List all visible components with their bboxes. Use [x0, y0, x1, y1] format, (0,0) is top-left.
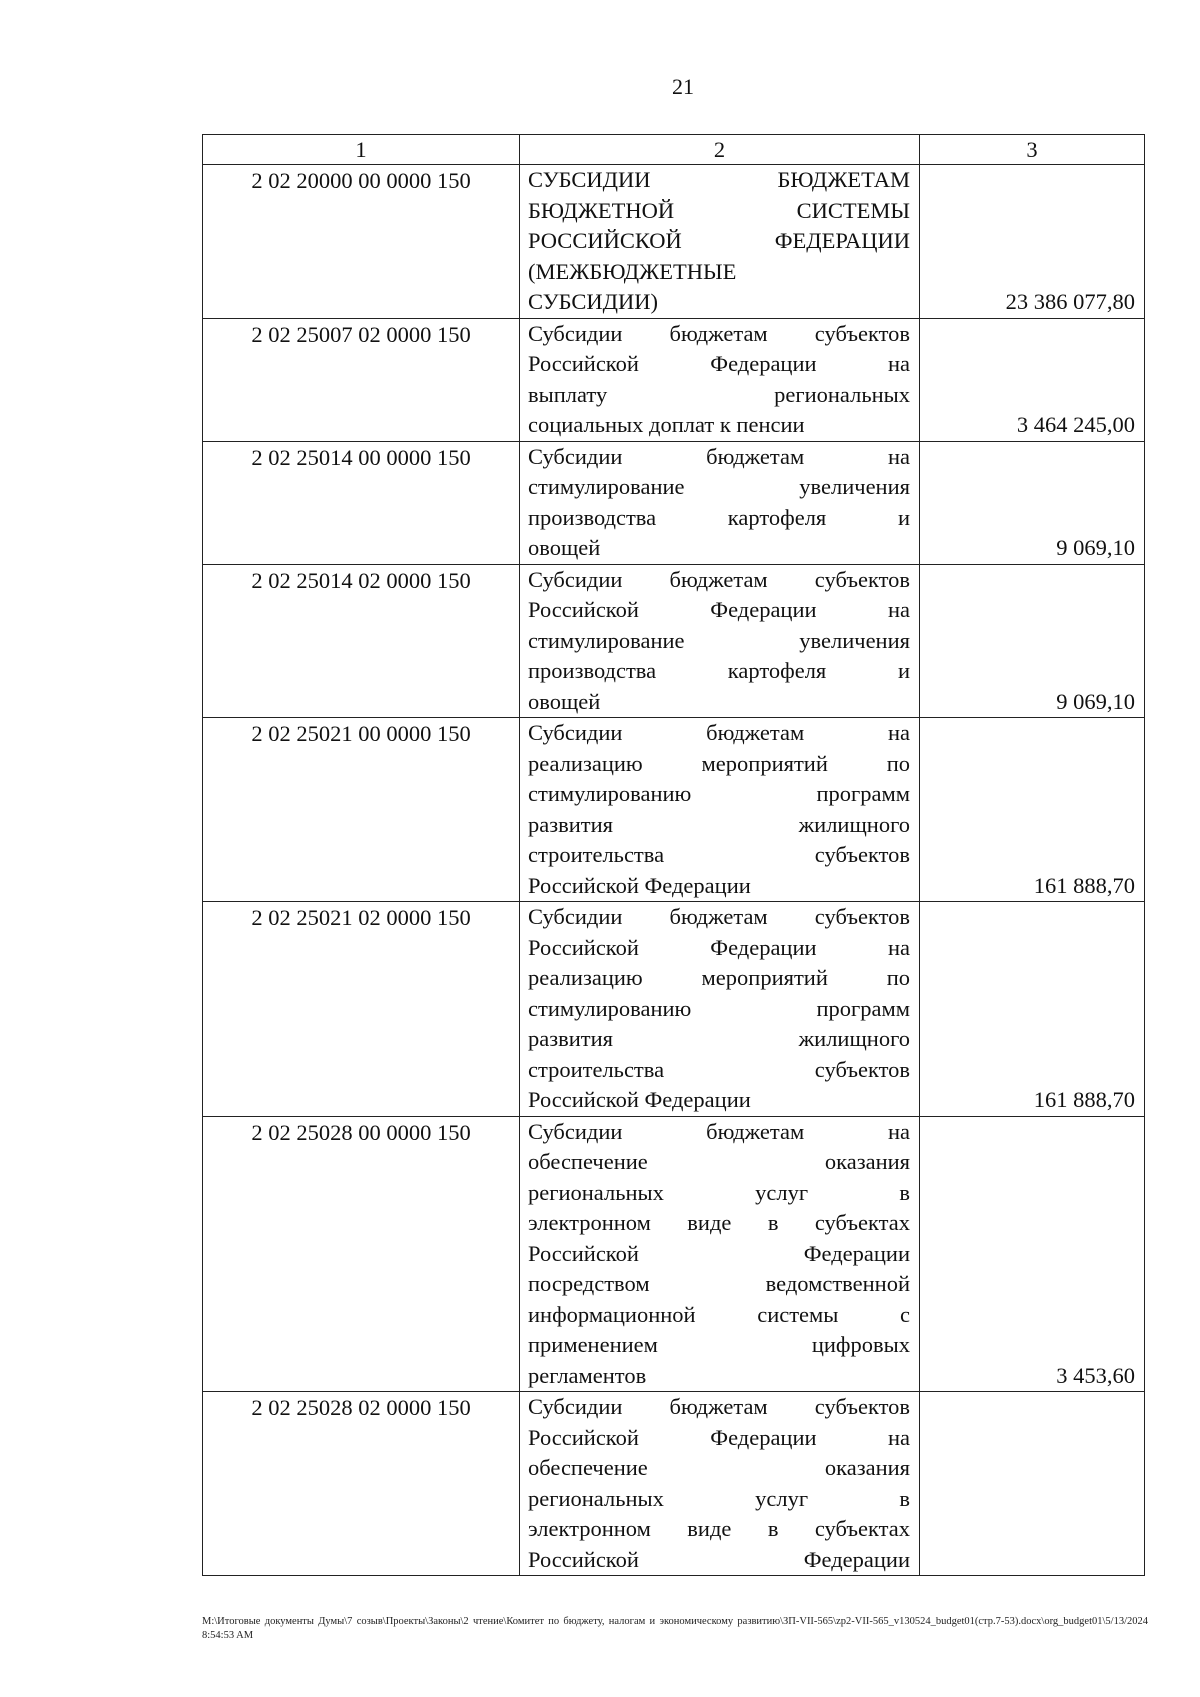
revenue-name-line: Субсидии бюджетам на: [528, 443, 910, 469]
revenue-name-line: овощей: [528, 535, 601, 560]
revenue-name: [520, 165, 920, 319]
amount: 161 888,70: [920, 902, 1145, 1117]
revenue-name: [520, 902, 920, 1117]
table-row: [203, 564, 1145, 718]
budget-code: 2 02 25021 02 0000 150: [203, 902, 520, 1117]
revenue-name-line: стимулирование увеличения: [528, 474, 910, 499]
revenue-name-line: строительства субъектов: [528, 1056, 910, 1082]
revenue-name: [520, 564, 920, 718]
revenue-name-line: Российской Федерации на: [528, 351, 910, 376]
revenue-name-line: Российской Федерации на: [528, 1424, 910, 1450]
table-row: [203, 318, 1145, 441]
revenue-name-line: Российской Федерации на: [528, 934, 910, 960]
revenue-name-line: региональных услуг в: [528, 1179, 910, 1205]
revenue-name-line: строительства субъектов: [528, 842, 910, 867]
revenue-name-line: овощей: [528, 688, 601, 714]
budget-code: 2 02 20000 00 0000 150: [203, 165, 520, 319]
amount: 3 453,60: [920, 1116, 1145, 1392]
amount: 3 464 245,00: [920, 318, 1145, 441]
revenue-name-line: БЮДЖЕТНОЙ СИСТЕМЫ: [528, 197, 910, 223]
revenue-name-line: применением цифровых: [528, 1332, 910, 1357]
revenue-name-line: Субсидии бюджетам на: [528, 720, 910, 745]
revenue-name-line: обеспечение оказания: [528, 1455, 910, 1480]
revenue-name-line: электронном виде в субъектах: [528, 1210, 910, 1235]
table-row: [203, 718, 1145, 902]
table-row: [203, 441, 1145, 564]
revenue-name-line: стимулированию программ: [528, 995, 910, 1021]
budget-code: 2 02 25028 00 0000 150: [203, 1116, 520, 1392]
amount: [920, 1392, 1145, 1576]
revenue-name-line: СУБСИДИИ БЮДЖЕТАМ: [528, 167, 910, 192]
revenue-name-line: социальных доплат к пенсии: [528, 412, 805, 437]
revenue-name-line: реализацию мероприятий по: [528, 750, 910, 776]
column-header-name: 2: [520, 135, 920, 165]
revenue-name-line: Российской Федерации на: [528, 597, 910, 622]
revenue-name-line: Российской Федерации: [528, 1240, 910, 1266]
budget-code: 2 02 25014 00 0000 150: [203, 441, 520, 564]
revenue-name-line: развития жилищного: [528, 1026, 910, 1051]
revenue-name-line: развития жилищного: [528, 811, 910, 837]
revenue-name-line: обеспечение оказания: [528, 1149, 910, 1174]
revenue-name-line: регламентов: [528, 1362, 647, 1388]
revenue-name-line: производства картофеля и: [528, 504, 910, 530]
table-row: [203, 165, 1145, 319]
revenue-name: [520, 1116, 920, 1392]
budget-code: 2 02 25028 02 0000 150: [203, 1392, 520, 1576]
revenue-name-line: Российской Федерации: [528, 1546, 910, 1572]
revenue-name-line: (МЕЖБЮДЖЕТНЫЕ: [528, 258, 737, 284]
revenue-name-line: электронном виде в субъектах: [528, 1516, 910, 1541]
budget-code: 2 02 25014 02 0000 150: [203, 564, 520, 718]
column-header-code: 1: [203, 135, 520, 165]
revenue-name-line: посредством ведомственной: [528, 1271, 910, 1296]
revenue-name-line: Субсидии бюджетам на: [528, 1118, 910, 1144]
revenue-name-line: Субсидии бюджетам субъектов: [528, 566, 910, 592]
revenue-name: [520, 318, 920, 441]
budget-code: 2 02 25021 00 0000 150: [203, 718, 520, 902]
revenue-name-line: реализацию мероприятий по: [528, 965, 910, 990]
table-body: [203, 165, 1145, 1576]
table-row: [203, 902, 1145, 1117]
revenue-name-line: Субсидии бюджетам субъектов: [528, 320, 910, 346]
revenue-name-line: РОССИЙСКОЙ ФЕДЕРАЦИИ: [528, 228, 910, 253]
revenue-name-line: информационной системы с: [528, 1301, 910, 1327]
revenue-name-line: производства картофеля и: [528, 658, 910, 683]
revenue-name-line: стимулированию программ: [528, 781, 910, 806]
revenue-name-line: СУБСИДИИ): [528, 289, 659, 314]
column-header-amount: 3: [920, 135, 1145, 165]
revenue-name-line: выплату региональных: [528, 381, 910, 407]
file-path-footer: M:\Итоговые документы Думы\7 созыв\Проекты\Законы\2 чтение\Комитет по бюджету, налогам и экономическому развитию\ЗП-VII-565\zp2-VII-565_v130524_budget01(стр.7-53).docx\org_budget01\5/13/2024 8:54:53 AM: [202, 1616, 1148, 1641]
budget-table: [202, 134, 1145, 1576]
amount: 9 069,10: [920, 441, 1145, 564]
revenue-name-line: региональных услуг в: [528, 1485, 910, 1511]
amount: 23 386 077,80: [920, 165, 1145, 319]
revenue-name: [520, 1392, 920, 1576]
table-row: [203, 1116, 1145, 1392]
budget-code: 2 02 25007 02 0000 150: [203, 318, 520, 441]
revenue-name-line: стимулирование увеличения: [528, 627, 910, 653]
amount: 9 069,10: [920, 564, 1145, 718]
revenue-name-line: Субсидии бюджетам субъектов: [528, 1394, 910, 1419]
revenue-name-line: Российской Федерации: [528, 1087, 751, 1112]
page-number: 21: [672, 74, 694, 99]
revenue-name-line: Субсидии бюджетам субъектов: [528, 904, 910, 929]
revenue-name-line: Российской Федерации: [528, 872, 751, 898]
amount: 161 888,70: [920, 718, 1145, 902]
revenue-name: [520, 441, 920, 564]
table-header-row: [203, 135, 1145, 165]
revenue-name: [520, 718, 920, 902]
table-row: [203, 1392, 1145, 1576]
